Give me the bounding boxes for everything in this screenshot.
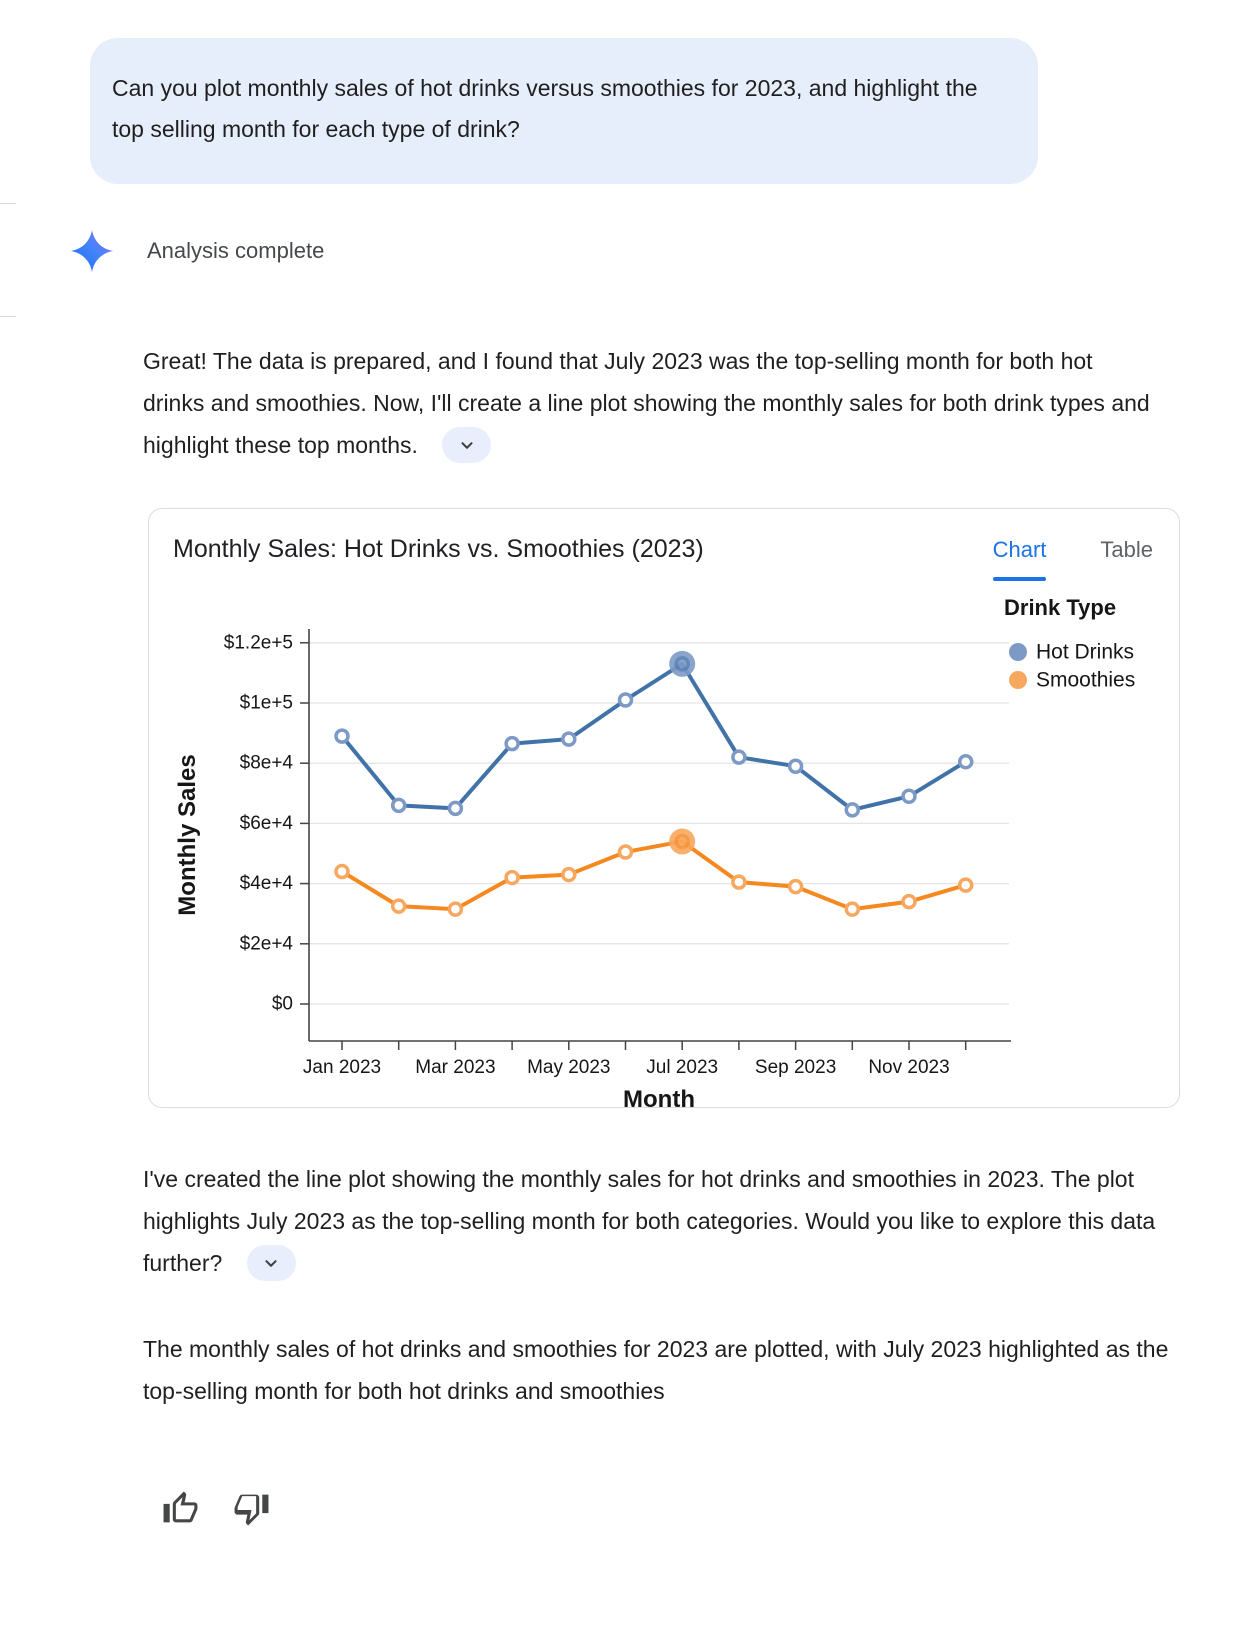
feedback-row	[156, 1484, 276, 1536]
series-line-hot-drinks	[342, 664, 966, 810]
data-point	[620, 846, 632, 858]
y-tick-label: $8e+4	[239, 752, 293, 774]
analysis-status-row	[69, 228, 324, 274]
data-point	[846, 804, 858, 816]
y-tick-label: $4e+4	[239, 873, 293, 895]
chart-card	[148, 508, 1180, 1108]
y-tick-label: $1e+5	[239, 692, 293, 714]
x-tick-label: May 2023	[527, 1057, 611, 1078]
x-tick-label: Mar 2023	[415, 1057, 496, 1078]
tab-chart[interactable]	[993, 537, 1047, 569]
assistant-message-1	[143, 340, 1158, 466]
data-point	[903, 896, 915, 908]
data-point	[449, 903, 461, 915]
thumbs-down-button[interactable]	[227, 1484, 276, 1536]
x-axis-title: Month	[623, 1086, 695, 1107]
legend-title: Drink Type	[1004, 595, 1117, 620]
y-axis-title: Monthly Sales	[174, 754, 201, 916]
x-tick-label: Jan 2023	[302, 1057, 382, 1078]
assistant-message-2-text: I've created the line plot showing the monthly sales for hot drinks and smoothies in 2023. The plot highlights July 2023 as the top-selling month for both categories. Would you like to explore this data further?	[143, 1166, 1156, 1276]
chart-title: Monthly Sales: Hot Drinks vs. Smoothies (2023)	[173, 535, 704, 563]
x-tick-label: Sep 2023	[754, 1057, 837, 1078]
x-tick-label: Jul 2023	[646, 1057, 719, 1078]
data-point	[393, 900, 405, 912]
thumbs-up-button[interactable]	[156, 1484, 205, 1536]
data-point	[733, 876, 745, 888]
data-point	[563, 733, 575, 745]
thumbs-up-icon	[162, 1490, 199, 1527]
assistant-message-3-text: The monthly sales of hot drinks and smoothies for 2023 are plotted, with July 2023 highlighted as the top-selling month for both hot drinks and smoothies	[143, 1336, 1169, 1404]
y-tick-label: $1.2e+5	[223, 632, 293, 654]
gemini-sparkle-icon	[69, 228, 115, 274]
legend-item-label: Hot Drinks	[1036, 640, 1135, 664]
collapse-message-button[interactable]	[442, 427, 491, 463]
chart-table-tabs	[993, 537, 1153, 569]
data-point	[336, 866, 348, 878]
legend-item-label: Smoothies	[1036, 668, 1136, 692]
active-tab-underline	[993, 577, 1047, 581]
tab-chart-label: Chart	[992, 537, 1047, 562]
assistant-message-3	[143, 1328, 1175, 1412]
data-point	[960, 879, 972, 891]
highlight-marker	[669, 828, 695, 854]
data-point	[846, 903, 858, 915]
chevron-down-icon	[260, 1252, 282, 1274]
y-tick-label: $6e+4	[239, 812, 293, 834]
data-point	[393, 799, 405, 811]
data-point	[790, 881, 802, 893]
analysis-status-label: Analysis complete	[147, 238, 325, 263]
data-point	[790, 760, 802, 772]
highlight-marker	[669, 651, 695, 677]
x-tick-label: Nov 2023	[868, 1057, 950, 1078]
user-message-text: Can you plot monthly sales of hot drinks versus smoothies for 2023, and highlight the top selling month for each type of drink?	[112, 75, 978, 142]
thumbs-down-icon	[233, 1490, 270, 1527]
data-point	[960, 756, 972, 768]
user-message-bubble	[90, 38, 1038, 184]
tab-table-label: Table	[1100, 537, 1153, 562]
data-point	[733, 751, 745, 763]
chevron-down-icon	[456, 434, 478, 456]
line-chart	[149, 589, 1179, 1107]
collapse-message-button[interactable]	[247, 1245, 296, 1281]
data-point	[620, 694, 632, 706]
series-line-smoothies	[342, 841, 966, 909]
data-point	[563, 869, 575, 881]
left-edge-divider	[0, 316, 16, 317]
data-point	[506, 738, 518, 750]
legend-swatch	[1009, 671, 1027, 689]
y-tick-label: $2e+4	[239, 933, 293, 955]
data-point	[336, 730, 348, 742]
data-point	[449, 802, 461, 814]
left-edge-divider	[0, 203, 16, 204]
legend-swatch	[1009, 643, 1027, 661]
y-tick-label: $0	[271, 993, 293, 1015]
data-point	[506, 872, 518, 884]
tab-table[interactable]	[1100, 537, 1153, 569]
assistant-message-1-text: Great! The data is prepared, and I found that July 2023 was the top-selling month for both hot drinks and smoothies. Now, I'll create a line plot showing the monthly sales for both drink types and highlight these top months.	[143, 348, 1150, 458]
assistant-message-2	[143, 1158, 1175, 1284]
data-point	[903, 790, 915, 802]
